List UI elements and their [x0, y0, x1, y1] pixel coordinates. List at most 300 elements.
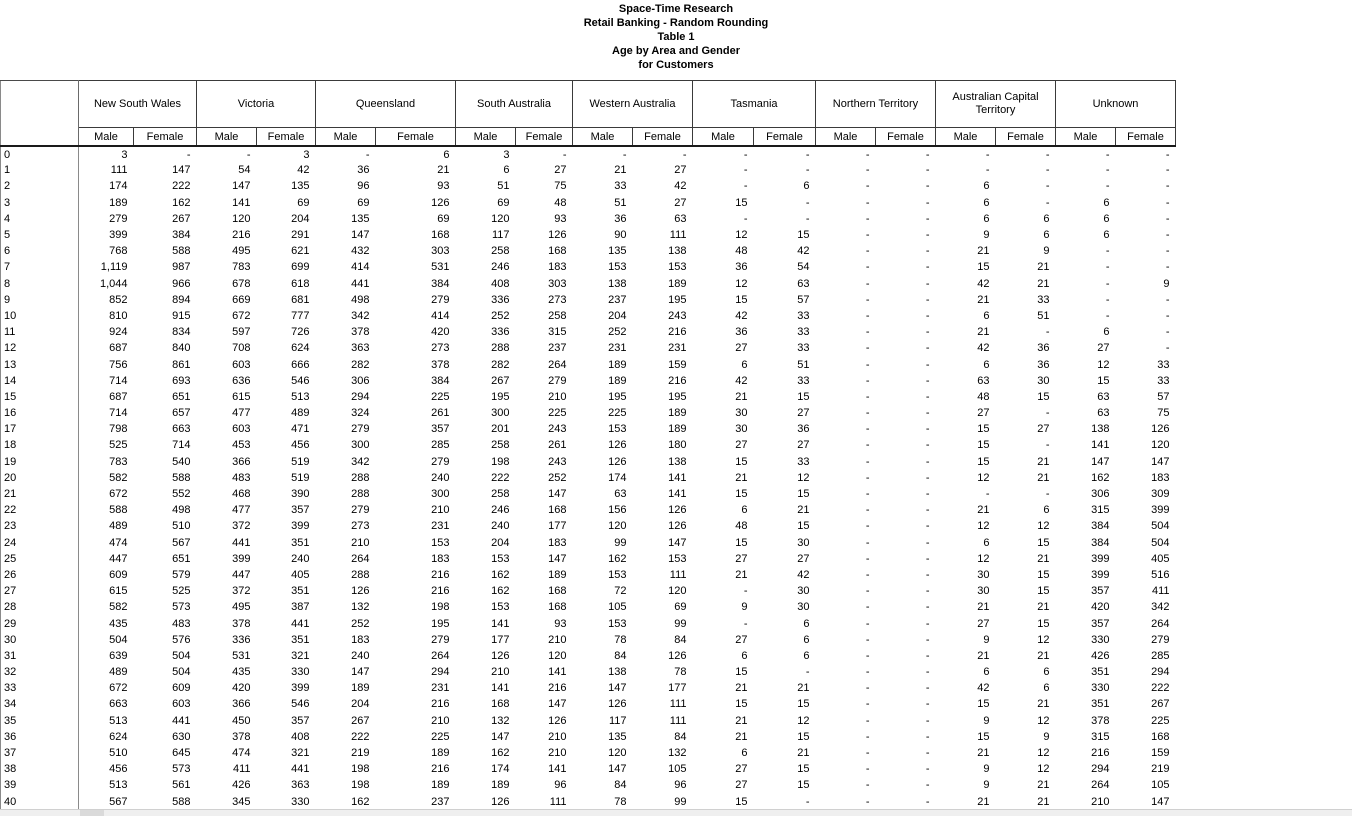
data-cell: 162: [491, 568, 510, 581]
data-cell: -: [925, 342, 930, 355]
female-header: Female: [633, 128, 693, 147]
data-cell: 147: [1091, 455, 1110, 468]
data-cell: 363: [351, 342, 370, 355]
data-cell: 504: [1151, 520, 1170, 533]
data-cell: 216: [548, 682, 567, 695]
data-cell: 420: [431, 326, 450, 339]
data-cell: -: [865, 747, 870, 760]
data-cell: 141: [1091, 439, 1110, 452]
data-cell: 666: [291, 358, 310, 371]
data-cell: 183: [351, 633, 370, 646]
data-cell: 33: [797, 374, 810, 387]
data-cell: 456: [291, 439, 310, 452]
data-cell: 516: [1151, 568, 1170, 581]
data-cell: -: [1165, 196, 1170, 209]
data-cell: 966: [172, 277, 191, 290]
data-cell: 93: [437, 180, 450, 193]
data-cell: 15: [1037, 536, 1050, 549]
data-cell: 474: [232, 747, 251, 760]
data-cell: 231: [668, 342, 687, 355]
data-cell: 15: [977, 423, 990, 436]
data-cell: 588: [109, 504, 128, 517]
data-cell: 408: [491, 277, 510, 290]
data-cell: 342: [351, 455, 370, 468]
data-cell: 279: [1151, 633, 1170, 646]
data-cell: 504: [172, 649, 191, 662]
data-cell: -: [865, 504, 870, 517]
data-cell: 636: [232, 374, 251, 387]
scrollbar-thumb[interactable]: [80, 810, 104, 816]
data-cell: -: [925, 536, 930, 549]
data-cell: 216: [668, 374, 687, 387]
data-cell: 474: [109, 536, 128, 549]
data-cell: -: [925, 747, 930, 760]
data-cell: -: [743, 180, 748, 193]
data-cell: 288: [491, 342, 510, 355]
data-cell: 315: [548, 326, 567, 339]
data-cell: 177: [668, 682, 687, 695]
data-cell: 351: [1091, 666, 1110, 679]
data-cell: 366: [232, 698, 251, 711]
data-cell: 243: [548, 455, 567, 468]
data-cell: 510: [172, 520, 191, 533]
data-cell: 426: [232, 779, 251, 792]
table-row: [1, 486, 1176, 502]
data-cell: 189: [548, 568, 567, 581]
area-group-header: Unknown: [1056, 81, 1176, 128]
data-cell: 105: [608, 601, 627, 614]
data-cell: 189: [431, 779, 450, 792]
data-cell: 624: [291, 342, 310, 355]
age-label-cell: 23: [1, 518, 79, 534]
data-cell: 267: [172, 212, 191, 225]
data-cell: 15: [1037, 585, 1050, 598]
data-cell: -: [925, 682, 930, 695]
data-cell: 138: [668, 455, 687, 468]
data-cell: 399: [291, 520, 310, 533]
data-cell: 111: [669, 229, 687, 242]
area-group-header: Victoria: [197, 81, 316, 128]
data-cell: 987: [172, 261, 191, 274]
data-cell: 15: [797, 698, 810, 711]
data-cell: 561: [172, 779, 191, 792]
data-cell: 588: [172, 471, 191, 484]
data-cell: 30: [735, 423, 748, 436]
data-cell: 21: [1037, 698, 1050, 711]
data-cell: 687: [109, 342, 128, 355]
data-cell: -: [925, 374, 930, 387]
table-row: [1, 324, 1176, 340]
data-cell: 519: [291, 455, 310, 468]
data-cell: 15: [1037, 390, 1050, 403]
male-header: Male: [456, 128, 516, 147]
data-cell: 210: [548, 730, 567, 743]
area-group-header: New South Wales: [79, 81, 197, 128]
data-cell: -: [925, 795, 930, 808]
male-header: Male: [693, 128, 754, 147]
data-cell: -: [985, 148, 990, 161]
data-cell: 216: [431, 585, 450, 598]
data-cell: 210: [351, 536, 370, 549]
data-cell: 21: [977, 245, 990, 258]
data-cell: 6: [1043, 212, 1050, 225]
report-title-population: for Customers: [638, 59, 714, 71]
data-cell: 384: [1091, 520, 1110, 533]
data-cell: 72: [614, 585, 627, 598]
table-row: [1, 405, 1176, 421]
data-cell: 588: [172, 245, 191, 258]
table-row: [1, 745, 1176, 761]
data-cell: 189: [668, 407, 687, 420]
data-cell: 69: [437, 212, 450, 225]
female-header: Female: [257, 128, 316, 147]
data-cell: 147: [608, 763, 627, 776]
table-row: [1, 518, 1176, 534]
data-cell: -: [562, 148, 567, 161]
data-cell: 27: [554, 164, 567, 177]
data-cell: 573: [172, 763, 191, 776]
data-cell: -: [865, 455, 870, 468]
data-cell: 75: [554, 180, 567, 193]
data-cell: 48: [735, 520, 748, 533]
data-cell: 168: [431, 229, 450, 242]
data-cell: 21: [735, 730, 748, 743]
data-cell: -: [985, 488, 990, 501]
data-cell: 21: [735, 390, 748, 403]
data-cell: 33: [1157, 358, 1170, 371]
data-cell: -: [925, 504, 930, 517]
data-cell: 378: [351, 326, 370, 339]
data-cell: 189: [351, 682, 370, 695]
table-row: [1, 470, 1176, 486]
data-cell: 546: [291, 698, 310, 711]
data-cell: -: [865, 423, 870, 436]
data-cell: 42: [977, 342, 990, 355]
data-cell: 21: [977, 601, 990, 614]
data-cell: 27: [797, 407, 810, 420]
data-cell: 264: [351, 552, 370, 565]
data-cell: 153: [491, 552, 510, 565]
data-cell: -: [865, 439, 870, 452]
data-cell: 669: [232, 293, 251, 306]
data-cell: 264: [548, 358, 567, 371]
data-cell: 6: [503, 164, 510, 177]
data-cell: 342: [1151, 601, 1170, 614]
data-cell: -: [865, 698, 870, 711]
table-row: [1, 502, 1176, 518]
data-cell: -: [1165, 309, 1170, 322]
data-cell: 30: [977, 585, 990, 598]
data-cell: 99: [674, 795, 687, 808]
data-cell: 141: [668, 488, 687, 501]
data-cell: 6: [1103, 212, 1110, 225]
data-cell: 306: [351, 374, 370, 387]
data-cell: 621: [291, 245, 310, 258]
data-cell: -: [1045, 407, 1050, 420]
data-cell: 714: [172, 439, 191, 452]
data-cell: 303: [548, 277, 567, 290]
data-cell: 915: [172, 309, 191, 322]
data-cell: 615: [232, 390, 251, 403]
data-cell: -: [865, 795, 870, 808]
data-cell: 504: [109, 633, 128, 646]
data-cell: 12: [977, 471, 990, 484]
data-cell: 42: [735, 309, 748, 322]
data-cell: 672: [109, 488, 128, 501]
data-cell: 321: [291, 649, 310, 662]
data-cell: -: [925, 633, 930, 646]
age-label-cell: 18: [1, 437, 79, 453]
data-cell: 513: [109, 714, 128, 727]
data-cell: 246: [491, 504, 510, 517]
data-cell: 6: [1103, 229, 1110, 242]
data-cell: 21: [735, 682, 748, 695]
data-cell: 210: [491, 666, 510, 679]
data-cell: -: [865, 633, 870, 646]
data-cell: 138: [668, 245, 687, 258]
table-row: [1, 243, 1176, 259]
data-cell: 471: [291, 423, 310, 436]
data-cell: 9: [1043, 245, 1050, 258]
age-label-cell: 27: [1, 583, 79, 599]
data-cell: 96: [357, 180, 370, 193]
female-header: Female: [754, 128, 816, 147]
data-cell: 21: [735, 568, 748, 581]
data-cell: -: [1165, 261, 1170, 274]
report-title-org: Space-Time Research: [618, 3, 734, 15]
data-cell: -: [925, 471, 930, 484]
data-cell: -: [1105, 277, 1110, 290]
data-cell: -: [1045, 326, 1050, 339]
data-cell: 36: [1037, 358, 1050, 371]
data-cell: 390: [291, 488, 310, 501]
data-cell: -: [925, 585, 930, 598]
data-cell: 414: [351, 261, 370, 274]
data-cell: -: [805, 148, 810, 161]
data-cell: 138: [608, 277, 627, 290]
table-row: [1, 680, 1176, 696]
data-cell: -: [925, 277, 930, 290]
data-cell: 210: [548, 390, 567, 403]
age-label-cell: 32: [1, 664, 79, 680]
data-cell: 420: [232, 682, 251, 695]
age-label-cell: 8: [1, 276, 79, 292]
data-cell: 21: [797, 504, 810, 517]
data-cell: 399: [1091, 568, 1110, 581]
data-cell: -: [865, 488, 870, 501]
data-cell: 126: [351, 585, 370, 598]
data-cell: 435: [109, 617, 128, 630]
data-cell: 51: [614, 196, 627, 209]
data-cell: -: [865, 212, 870, 225]
data-cell: 378: [232, 617, 251, 630]
data-cell: 189: [431, 747, 450, 760]
age-label-cell: 12: [1, 340, 79, 356]
age-label-cell: 9: [1, 292, 79, 308]
data-cell: 132: [491, 714, 510, 727]
table-row: [1, 211, 1176, 227]
data-cell: 6: [803, 617, 810, 630]
data-cell: 567: [172, 536, 191, 549]
age-label-cell: 39: [1, 777, 79, 793]
data-cell: 489: [291, 407, 310, 420]
data-cell: -: [1105, 293, 1110, 306]
data-cell: 27: [674, 196, 687, 209]
data-cell: 6: [983, 536, 990, 549]
data-cell: -: [925, 617, 930, 630]
data-cell: 408: [291, 730, 310, 743]
data-cell: 273: [548, 293, 567, 306]
data-cell: 183: [1151, 471, 1170, 484]
data-cell: 189: [608, 374, 627, 387]
data-cell: 111: [669, 568, 687, 581]
data-cell: 27: [735, 633, 748, 646]
age-label-cell: 11: [1, 324, 79, 340]
data-cell: 51: [497, 180, 510, 193]
data-cell: 57: [1157, 390, 1170, 403]
data-cell: 27: [735, 439, 748, 452]
data-cell: 159: [1151, 747, 1170, 760]
table-header: [1, 81, 1176, 147]
data-cell: 15: [797, 488, 810, 501]
data-cell: -: [743, 617, 748, 630]
data-cell: 699: [291, 261, 310, 274]
age-label-cell: 24: [1, 535, 79, 551]
data-cell: 111: [110, 164, 128, 177]
data-cell: 489: [109, 666, 128, 679]
data-cell: 3: [121, 148, 128, 161]
table-row: [1, 794, 1176, 810]
area-group-header: South Australia: [456, 81, 573, 128]
data-cell: 21: [977, 747, 990, 760]
data-cell: 231: [431, 520, 450, 533]
age-label-cell: 4: [1, 211, 79, 227]
data-cell: 618: [291, 277, 310, 290]
data-cell: 693: [172, 374, 191, 387]
data-cell: 54: [238, 164, 251, 177]
data-cell: 6: [983, 666, 990, 679]
data-cell: -: [805, 795, 810, 808]
age-label-cell: 40: [1, 794, 79, 810]
data-cell: 174: [491, 763, 510, 776]
data-cell: 42: [977, 682, 990, 695]
data-cell: 69: [497, 196, 510, 209]
data-cell: 288: [351, 568, 370, 581]
data-cell: 378: [431, 358, 450, 371]
data-cell: 399: [232, 552, 251, 565]
data-cell: 657: [172, 407, 191, 420]
data-cell: 147: [351, 666, 370, 679]
data-cell: 162: [351, 795, 370, 808]
data-cell: 243: [548, 423, 567, 436]
data-cell: 33: [1037, 293, 1050, 306]
data-cell: 168: [548, 504, 567, 517]
table-row: [1, 227, 1176, 243]
data-cell: -: [1105, 148, 1110, 161]
data-cell: 351: [1091, 698, 1110, 711]
data-cell: 225: [1151, 714, 1170, 727]
data-cell: 279: [351, 504, 370, 517]
data-cell: -: [925, 666, 930, 679]
data-cell: 504: [1151, 536, 1170, 549]
data-cell: 288: [351, 471, 370, 484]
data-cell: 579: [172, 568, 191, 581]
data-cell: -: [985, 164, 990, 177]
data-cell: 99: [614, 536, 627, 549]
data-cell: 69: [357, 196, 370, 209]
area-group-header: Northern Territory: [816, 81, 936, 128]
data-cell: -: [805, 666, 810, 679]
data-cell: 567: [109, 795, 128, 808]
age-label-cell: 6: [1, 243, 79, 259]
data-cell: -: [865, 374, 870, 387]
horizontal-scrollbar[interactable]: [0, 809, 1352, 816]
age-label-cell: 37: [1, 745, 79, 761]
data-cell: 225: [548, 407, 567, 420]
data-cell: -: [925, 407, 930, 420]
data-cell: 198: [491, 455, 510, 468]
data-cell: 285: [1151, 649, 1170, 662]
data-cell: 135: [351, 212, 370, 225]
data-cell: 51: [1037, 309, 1050, 322]
data-cell: -: [925, 649, 930, 662]
data-cell: 141: [548, 666, 567, 679]
data-cell: 21: [735, 471, 748, 484]
data-cell: -: [865, 585, 870, 598]
data-cell: 12: [735, 229, 748, 242]
age-label-cell: 35: [1, 713, 79, 729]
data-table: [0, 80, 1176, 810]
data-cell: 15: [735, 293, 748, 306]
data-cell: 531: [431, 261, 450, 274]
data-cell: 15: [797, 763, 810, 776]
data-cell: 513: [109, 779, 128, 792]
data-cell: -: [865, 617, 870, 630]
data-cell: 231: [608, 342, 627, 355]
data-cell: 147: [1151, 455, 1170, 468]
data-cell: 342: [351, 309, 370, 322]
data-cell: 147: [232, 180, 251, 193]
data-cell: 42: [977, 277, 990, 290]
data-cell: 240: [491, 520, 510, 533]
data-cell: 834: [172, 326, 191, 339]
age-label-cell: 16: [1, 405, 79, 421]
data-cell: -: [865, 666, 870, 679]
table-row: [1, 195, 1176, 211]
data-cell: 372: [232, 585, 251, 598]
data-cell: 69: [674, 601, 687, 614]
data-cell: 153: [608, 261, 627, 274]
data-cell: 126: [548, 714, 567, 727]
data-cell: 411: [232, 763, 251, 776]
data-cell: 6: [983, 212, 990, 225]
data-cell: 30: [735, 407, 748, 420]
data-cell: 33: [797, 455, 810, 468]
male-header: Male: [936, 128, 996, 147]
data-cell: 477: [232, 407, 251, 420]
data-cell: 27: [977, 617, 990, 630]
data-cell: 69: [297, 196, 310, 209]
data-cell: -: [1165, 342, 1170, 355]
data-cell: 159: [668, 358, 687, 371]
data-cell: 21: [797, 682, 810, 695]
data-cell: 135: [291, 180, 310, 193]
data-cell: 21: [977, 326, 990, 339]
data-cell: 450: [232, 714, 251, 727]
data-cell: 126: [608, 698, 627, 711]
data-cell: 330: [1091, 633, 1110, 646]
data-cell: 126: [668, 649, 687, 662]
